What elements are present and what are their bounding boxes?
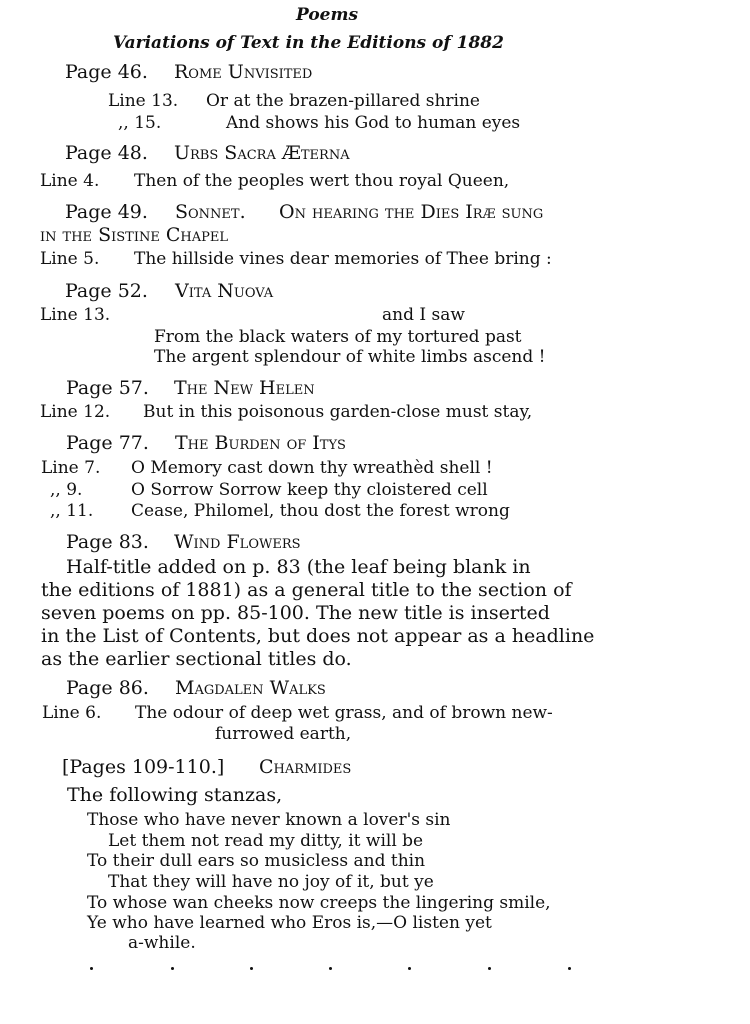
- line-text: O Sorrow Sorrow keep thy cloistered cell: [131, 480, 488, 500]
- page-ref: Page 83.: [66, 531, 149, 553]
- paragraph-line: Half-title added on p. 83 (the leaf being blank in: [66, 556, 531, 578]
- poem-title: Urbs Sacra Æterna: [174, 142, 350, 164]
- page-ref: Page 86.: [66, 677, 149, 699]
- line-text: The hillside vines dear memories of Thee bring :: [134, 249, 552, 269]
- line-text: Then of the peoples wert thou royal Queen,: [134, 171, 510, 191]
- line-text: And shows his God to human eyes: [226, 113, 521, 133]
- page-ref: Page 52.: [65, 280, 148, 302]
- line-text: The argent splendour of white limbs ascend !: [154, 347, 546, 367]
- line-number: Line 5.: [40, 249, 100, 269]
- verse-line: That they will have no joy of it, but ye: [108, 872, 434, 892]
- verse-line: Let them not read my ditty, it will be: [108, 831, 424, 851]
- line-number: ,, 15.: [118, 113, 162, 133]
- paragraph-line: seven poems on pp. 85-100. The new title is inserted: [41, 602, 550, 624]
- poem-title: Wind Flowers: [174, 531, 301, 553]
- line-text: O Memory cast down thy wreathèd shell !: [131, 458, 493, 478]
- page-ref: Page 48.: [65, 142, 148, 164]
- verse-line: Ye who have learned who Eros is,—O listen yet: [87, 913, 492, 933]
- poem-title: Charmides: [259, 756, 352, 778]
- poem-title: in the Sistine Chapel: [40, 224, 228, 246]
- line-number: ,, 11.: [50, 501, 94, 521]
- page-ref: [Pages 109-110.]: [62, 756, 225, 778]
- paragraph-line: as the earlier sectional titles do.: [41, 648, 352, 670]
- poem-title: Magdalen Walks: [175, 677, 326, 699]
- paragraph-line: the editions of 1881) as a general title to the section of: [41, 579, 572, 601]
- poem-title: Vita Nuova: [175, 280, 274, 302]
- line-text: Or at the brazen-pillared shrine: [206, 91, 480, 111]
- page-ref: Page 49.: [65, 201, 148, 223]
- line-text: The odour of deep wet grass, and of brown new-: [135, 703, 553, 723]
- verse-line: To their dull ears so musicless and thin: [87, 851, 426, 871]
- page-subtitle: Variations of Text in the Editions of 1882: [113, 33, 504, 53]
- poem-title: The Burden of Itys: [175, 432, 346, 454]
- poem-title: Sonnet.: [175, 201, 246, 223]
- verse-line: Those who have never known a lover's sin: [87, 810, 451, 830]
- line-text: From the black waters of my tortured past: [154, 327, 522, 347]
- page-ref: Page 57.: [66, 377, 149, 399]
- line-number: Line 13.: [108, 91, 179, 111]
- line-text: furrowed earth,: [215, 724, 352, 744]
- intro-line: The following stanzas,: [67, 784, 283, 806]
- line-text: Cease, Philomel, thou dost the forest wrong: [131, 501, 510, 521]
- line-text: But in this poisonous garden-close must stay,: [143, 402, 533, 422]
- line-number: Line 4.: [40, 171, 100, 191]
- running-head: Poems: [296, 5, 359, 25]
- poem-title: On hearing the Dies Iræ sung: [279, 201, 544, 223]
- poem-title: Rome Unvisited: [174, 61, 313, 83]
- verse-line: To whose wan cheeks now creeps the lingering smile,: [87, 893, 551, 913]
- line-text: and I saw: [382, 305, 465, 325]
- paragraph-line: in the List of Contents, but does not appear as a headline: [41, 625, 595, 647]
- line-number: Line 6.: [42, 703, 102, 723]
- verse-line: a-while.: [128, 933, 196, 953]
- page-ref: Page 77.: [66, 432, 149, 454]
- line-number: Line 7.: [41, 458, 101, 478]
- line-number: Line 12.: [40, 402, 111, 422]
- poem-title: The New Helen: [174, 377, 315, 399]
- page-ref: Page 46.: [65, 61, 148, 83]
- line-number: ,, 9.: [50, 480, 83, 500]
- line-number: Line 13.: [40, 305, 111, 325]
